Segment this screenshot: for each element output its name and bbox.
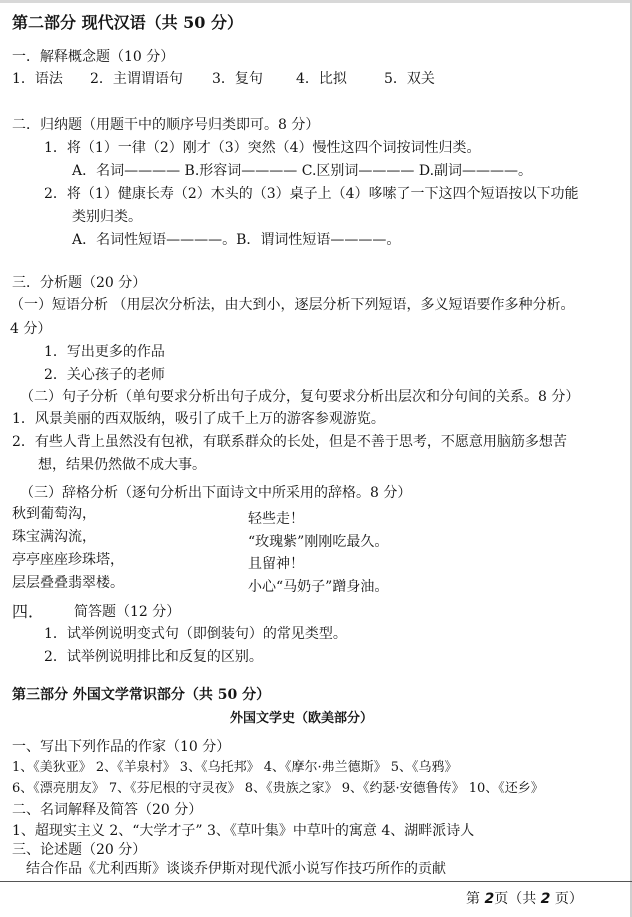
part3-section2-title: 二、名词解释及简答（20 分） bbox=[12, 802, 203, 818]
footer-divider bbox=[0, 881, 632, 882]
part2-section3-phrase-analysis: （一）短语分析 （用层次分析法，由大到小，逐层分析下列短语，多义短语要作多种分析。 bbox=[10, 297, 575, 313]
part2-section3-phrase-1: 1．写出更多的作品 bbox=[44, 344, 165, 360]
part2-section1-item-3: 3．复句 bbox=[212, 71, 263, 87]
page-number-prefix: 第 bbox=[466, 891, 485, 907]
scan-edge bbox=[0, 0, 632, 3]
part2-section2-question-2: 2．将（1）健康长寿（2）木头的（3）桌子上（4）哆嗦了一下这四个短语按以下功能 bbox=[44, 186, 579, 202]
part2-section2-question-2-cont: 类别归类。 bbox=[72, 209, 142, 225]
part2-section3-phrase-analysis-cont: 4 分） bbox=[10, 321, 52, 337]
poem-left-line-2: 珠宝满沟流， bbox=[12, 529, 96, 545]
poem-right-line-3: 且留神！ bbox=[248, 556, 304, 572]
part2-section1-item-5: 5．双关 bbox=[384, 71, 435, 87]
page-number-middle: 页（共 bbox=[494, 891, 541, 907]
part2-section3-sentence-2-cont: 想，结果仍然做不成大事。 bbox=[38, 457, 206, 473]
part2-section3-sentence-2: 2．有些人背上虽然没有包袱，有联系群众的长处，但是不善于思考，不愿意用脑筋多想苦 bbox=[12, 434, 567, 450]
part2-section3-title: 三．分析题（20 分） bbox=[12, 275, 147, 291]
part2-title: 第二部分 现代汉语（共 50 分） bbox=[12, 13, 243, 32]
part2-section1-title: 一．解释概念题（10 分） bbox=[12, 49, 175, 65]
page-current: 2 bbox=[484, 891, 495, 907]
part2-section2-title: 二．归纳题（用题干中的顺序号归类即可。8 分） bbox=[12, 117, 320, 133]
poem-right-line-2: “玫瑰紫”刚刚吃最久。 bbox=[248, 534, 389, 550]
part2-section3-sentence-1: 1．风景美丽的西双版纳，吸引了成千上万的游客参观游览。 bbox=[12, 411, 385, 427]
poem-right-line-4: 小心“马奶子”蹭身油。 bbox=[248, 579, 389, 595]
part2-section2-question-2-options: A．名词性短语————。B．谓词性短语————。 bbox=[72, 232, 401, 248]
poem-left-line-4: 层层叠叠翡翠楼。 bbox=[12, 575, 124, 591]
part3-section1-title: 一、写出下列作品的作家（10 分） bbox=[12, 739, 231, 755]
part3-section1-row-2: 6、《漂亮朋友》 7、《芬尼根的守灵夜》 8、《贵族之家》 9、《约瑟·安德鲁传》 10、《还乡》 bbox=[12, 781, 544, 796]
part2-section3-sentence-analysis: （二）句子分析（单句要求分析出句子成分，复句要求分析出层次和分句间的关系。8 分） bbox=[20, 389, 580, 405]
poem-left-line-1: 秋到葡萄沟， bbox=[12, 506, 96, 522]
part2-section1-item-2: 2．主谓谓语句 bbox=[90, 71, 183, 87]
part2-section3-phrase-2: 2．关心孩子的老师 bbox=[44, 367, 165, 383]
page-number bbox=[466, 892, 583, 906]
page-number-suffix: 页） bbox=[550, 891, 583, 907]
part3-section3-title: 三、论述题（20 分） bbox=[12, 842, 147, 858]
poem-left-line-3: 亭亭座座珍珠塔， bbox=[12, 552, 124, 568]
part2-section4-title: 简答题（12 分） bbox=[74, 604, 181, 620]
part3-title: 第三部分 外国文学常识部分（共 50 分） bbox=[12, 687, 271, 703]
part2-section4-number: 四． bbox=[12, 602, 45, 621]
part2-section1-item-4: 4．比拟 bbox=[296, 71, 347, 87]
part2-section4-item-1: 1．试举例说明变式句（即倒装句）的常见类型。 bbox=[44, 626, 347, 642]
part2-section1-item-1: 1．语法 bbox=[12, 71, 63, 87]
part2-section2-question-1: 1．将（1）一律（2）刚才（3）突然（4）慢性这四个词按词性归类。 bbox=[44, 140, 481, 156]
part3-subtitle: 外国文学史（欧美部分） bbox=[230, 711, 374, 726]
part3-section1-row-1: 1、《美狄亚》 2、《羊泉村》 3、《乌托邦》 4、《摩尔·弗兰德斯》 5、《乌鸦》 bbox=[12, 760, 458, 775]
part3-section2-row: 1、超现实主义 2、“大学才子” 3、《草叶集》中草叶的寓意 4、湖畔派诗人 bbox=[12, 823, 475, 839]
part2-section4-item-2: 2．试举例说明排比和反复的区别。 bbox=[44, 649, 263, 665]
poem-right-line-1: 轻些走！ bbox=[248, 511, 304, 527]
part2-section3-rhetoric-analysis: （三）辞格分析（逐句分析出下面诗文中所采用的辞格。8 分） bbox=[20, 485, 412, 501]
part2-section2-question-1-options: A．名词———— B.形容词———— C.区别词———— D.副词————。 bbox=[72, 163, 533, 179]
page-total: 2 bbox=[540, 891, 551, 907]
part3-section3-text: 结合作品《尤利西斯》谈谈乔伊斯对现代派小说写作技巧所作的贡献 bbox=[26, 861, 446, 877]
